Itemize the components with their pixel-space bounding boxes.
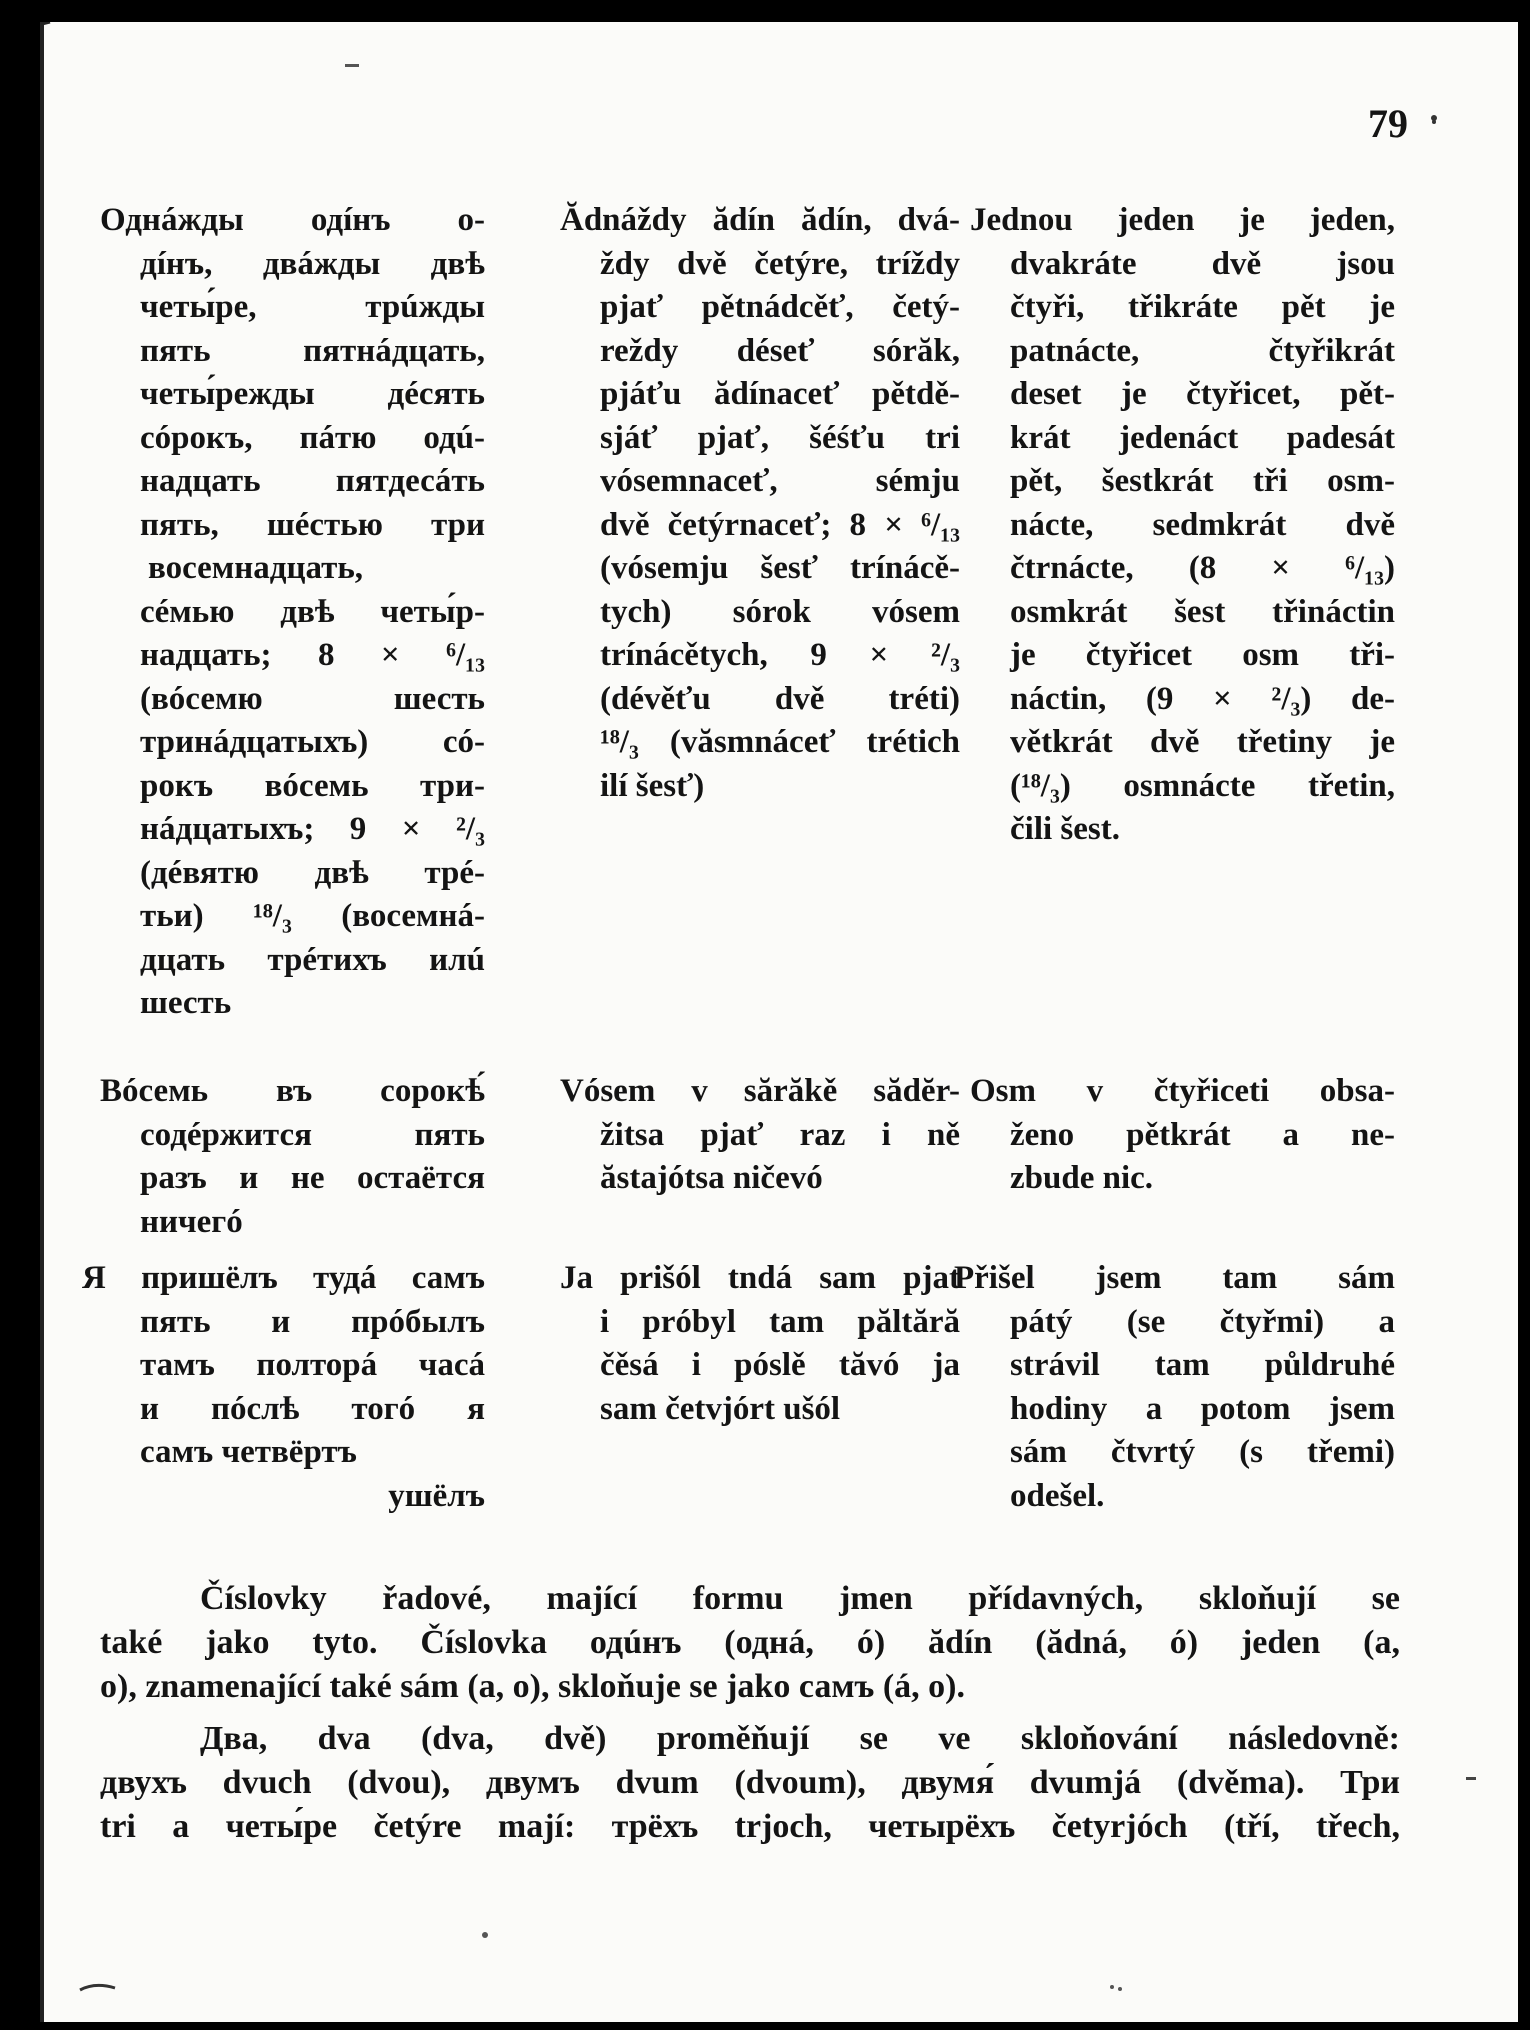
- text-line: тамъ полторá часá: [140, 1347, 485, 1383]
- text-line: zbude nic.: [1010, 1160, 1154, 1196]
- text-line: krát jedenáct padesát: [1010, 419, 1395, 456]
- text-line: рокъ вóсемь три-: [140, 767, 485, 804]
- text-line: четы́режды дéсять: [140, 376, 485, 412]
- text-line: hodiny a potom jsem: [1010, 1390, 1395, 1427]
- text-line: o), znamenající také sám (a, o), skloňuje se jako самъ (á, o).: [100, 1668, 965, 1705]
- text-line: ничегó: [140, 1203, 243, 1240]
- text-line: Osm v čtyřiceti obsa-: [970, 1073, 1395, 1109]
- text-line: двухъ dvuch (dvou), двумъ dvum (dvoum), двумя́ dvumjá (dvěma). Три: [100, 1764, 1400, 1801]
- text-line: Přišel jsem tam sám: [954, 1260, 1395, 1296]
- text-line: (¹⁸/₃) osmnácte třetin,: [1010, 767, 1395, 804]
- text-line: самъ четвёртъ: [140, 1434, 357, 1470]
- text-line: разъ и не остаётся: [140, 1160, 485, 1196]
- czech-column: [954, 1257, 1395, 1518]
- paragraph-ordinals: [100, 1577, 1400, 1709]
- text-line: sám čtvrtý (s třemi): [1010, 1434, 1395, 1470]
- text-line: тьи) ¹⁸/₃ (восемнá-: [140, 898, 485, 934]
- text-line: Однáжды одíнъ о-: [100, 202, 485, 238]
- church-slavonic-column: [100, 1070, 485, 1244]
- text-line: dvě četýrnaceť; 8 × ⁶/₁₃: [600, 506, 960, 543]
- transliteration-column: [560, 199, 960, 808]
- text-line: (dévěťu dvě tréti): [600, 680, 960, 717]
- text-line: pjáťu ădínaceť pětdě-: [600, 376, 960, 412]
- text-line: Ja prišól tndá sam pjat: [560, 1260, 960, 1296]
- text-line: ушёлъ: [388, 1477, 485, 1514]
- text-line: trínácětych, 9 × ²/₃: [600, 637, 960, 673]
- text-line: четы́ре, трúжды: [140, 289, 485, 325]
- czech-column: [970, 1070, 1395, 1201]
- text-line: žitsa pjať raz i ně: [600, 1116, 960, 1153]
- text-line: пять пятнáдцать,: [140, 332, 485, 369]
- text-line: ženo pětkrát a ne-: [1010, 1116, 1395, 1153]
- text-line: (дéвятю двѣ трé-: [140, 854, 485, 891]
- text-line: пять, шéстью три: [140, 506, 485, 543]
- text-line: Вóсемь въ сорокѣ́: [100, 1073, 485, 1109]
- text-line: náctin, (9 × ²/₃) de-: [1010, 680, 1395, 717]
- text-line: содéржится пять: [140, 1116, 485, 1153]
- text-line: надцать пятдесáть: [140, 463, 485, 499]
- text-line: větkrát dvě třetiny je: [1010, 724, 1395, 760]
- text-line: pátý (se čtyřmi) a: [1010, 1303, 1395, 1340]
- text-line: Číslovky řadové, mající formu jmen přídavných, skloňují se: [200, 1580, 1400, 1617]
- text-line: deset je čtyřicet, pět-: [1010, 376, 1395, 412]
- text-line: Два, dva (dva, dvě) proměňují se ve skloňování následovně:: [200, 1720, 1400, 1757]
- transliteration-column: [560, 1070, 960, 1201]
- text-line: пять и прóбылъ: [140, 1303, 485, 1340]
- text-line: надцать; 8 × ⁶/₁₃: [140, 637, 485, 673]
- text-line: сéмью двѣ четы́р-: [140, 593, 485, 630]
- book-page: [40, 22, 1518, 2022]
- page-number: 79: [1368, 101, 1408, 146]
- text-line: Vósem v sărăkě sădĕr-: [560, 1073, 960, 1109]
- text-line: reždy déseť sórăk,: [600, 332, 960, 369]
- text-line: тринáдцатыхъ) сó-: [140, 724, 485, 760]
- text-line: шесть: [140, 985, 232, 1021]
- text-line: čtyři, třikráte pět je: [1010, 289, 1395, 325]
- text-line: Я пришёлъ тудá самъ: [82, 1260, 485, 1296]
- body-text: [100, 1577, 1400, 1849]
- text-line: sjáť pjať, šéśťu tri: [600, 419, 960, 456]
- text-line: tych) sórok vósem: [600, 593, 960, 630]
- text-line: Jednou jeden je jeden,: [970, 202, 1395, 238]
- text-line: ždy dvě četýre, tríždy: [600, 245, 960, 282]
- text-line: patnácte, čtyřikrát: [1010, 332, 1395, 369]
- text-line: pjať pětnádcěť, četý-: [600, 289, 960, 325]
- text-line: dvakráte dvě jsou: [1010, 245, 1395, 282]
- text-line: (вóсемю шесть: [140, 680, 485, 717]
- text-line: (vósemju šesť trínácě-: [600, 550, 960, 586]
- text-line: восемнадцать,: [148, 550, 364, 586]
- church-slavonic-column: [82, 1257, 485, 1518]
- paragraph-dva-tri: [100, 1717, 1400, 1849]
- text-line: ăstajótsa ničevó: [600, 1160, 823, 1196]
- text-line: osmkrát šest třináctin: [1010, 593, 1395, 630]
- text-line: čěsá i póslě tăvó ja: [600, 1347, 960, 1383]
- church-slavonic-column: [100, 199, 485, 1026]
- text-line: vósemnaceť, sémju: [600, 463, 960, 499]
- text-line: také jako tyto. Číslovka одúнъ (однá, ó) ădín (ădná, ó) jeden (a,: [100, 1624, 1400, 1661]
- text-line: и пóслѣ тогó я: [140, 1390, 485, 1427]
- text-line: sam četvjórt ušól: [600, 1390, 841, 1427]
- text-line: čtrnácte, (8 × ⁶/₁₃): [1010, 550, 1395, 586]
- text-line: ¹⁸/₃ (văsmnáceť trétich: [600, 724, 960, 760]
- text-line: strávil tam půldruhé: [1010, 1347, 1395, 1383]
- text-line: i próbyl tam păltără: [600, 1303, 960, 1340]
- text-line: nácte, sedmkrát dvě: [1010, 506, 1395, 543]
- text-line: je čtyřicet osm tři-: [1010, 637, 1395, 673]
- text-line: дцать трéтихъ илú: [140, 941, 485, 978]
- text-line: Ădnáždy ădín ădín, dvá-: [560, 202, 960, 238]
- text-line: odešel.: [1010, 1477, 1105, 1514]
- transliteration-column: [560, 1257, 960, 1431]
- text-line: дíнъ, двáжды двѣ: [140, 245, 485, 282]
- text-line: tri a четы́ре četýre mají: трёхъ trjoch, четырёхъ četyrjóch (tří, třech,: [100, 1808, 1400, 1845]
- text-line: сóрокъ, пáтю одú-: [140, 419, 485, 456]
- text-line: ilí šesť): [600, 767, 705, 804]
- text-line: pět, šestkrát tři osm-: [1010, 463, 1395, 499]
- text-line: нáдцатыхъ; 9 × ²/₃: [140, 811, 485, 847]
- czech-column: [970, 199, 1395, 852]
- text-line: čili šest.: [1010, 811, 1120, 847]
